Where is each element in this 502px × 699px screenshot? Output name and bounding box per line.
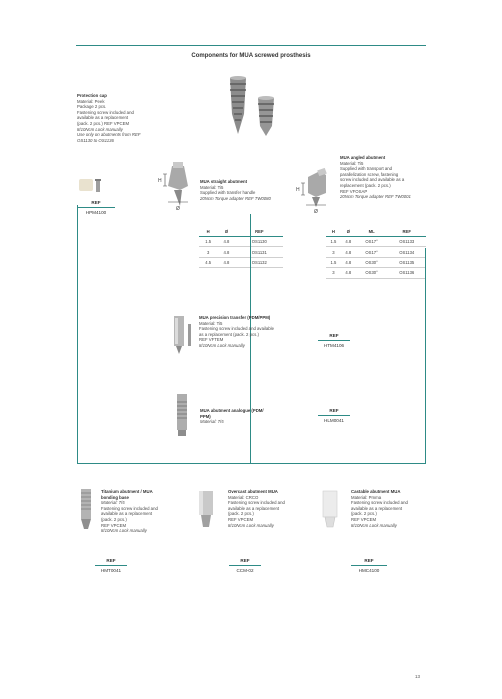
dim-d-label: Ø (176, 206, 180, 212)
connector-bottom-horizontal (77, 463, 426, 464)
table-cell: 3 (199, 247, 217, 257)
description-line: Supplied with transfer handle (200, 190, 256, 196)
table-cell: 4.8 (217, 257, 235, 267)
table-cell: 4.8 (217, 247, 235, 257)
angled-abutment-table (326, 228, 426, 279)
table-cell: 4.8 (217, 237, 235, 247)
straight-abutment-name: MUA straight abutment (200, 179, 248, 184)
table-header: REF (236, 228, 283, 237)
straight-abutment-description (200, 179, 271, 201)
overcast-abutment-description (228, 489, 285, 528)
description-line: available as a replacement (101, 511, 153, 517)
description-line: Material: Pmma (351, 494, 382, 500)
castable-abutment-image (317, 487, 347, 537)
description-line: Material: Ti5 (101, 500, 125, 506)
dim-d-label: Ø (314, 209, 318, 215)
description-line: screw included and available as a (340, 177, 405, 183)
table-cell: 4.8 (341, 268, 356, 278)
ref-value: HTM4106 (323, 343, 345, 348)
description-line: (pack. 2 pcs.) (351, 511, 377, 517)
straight-abutment-table (199, 228, 283, 268)
ref-label: REF (318, 333, 350, 341)
description-line: (pack. 2 pcs.) REF VPCEM (77, 120, 130, 126)
table-cell: 1.5 (199, 237, 217, 247)
ref-value: HMC4100 (358, 568, 380, 573)
table-row (326, 247, 426, 257)
description-line: 8/10Ncm Lock manually (228, 522, 274, 528)
titanium-abutment-ref (95, 558, 127, 573)
description-line: REF VFOSAP (340, 188, 368, 194)
table-cell: OS1130 (236, 237, 283, 247)
description-line: (pack. 2 pcs.) (101, 516, 127, 522)
description-line: Material: Ti5 (340, 160, 364, 166)
dim-h-label: H (158, 178, 162, 184)
titanium-abutment-name: bonding base (101, 494, 129, 500)
description-line: OS1130 to OS1136 (77, 137, 114, 143)
description-line: Fastening screw included and (228, 500, 285, 506)
description-line: Material: Ti5 (200, 184, 224, 190)
description-line: Fastening screw included and (77, 109, 134, 115)
table-header: H (199, 228, 217, 237)
protection-cap-image (77, 176, 107, 196)
titanium-abutment-description (101, 489, 158, 534)
table-cell: 4.8 (341, 247, 356, 257)
table-row (199, 257, 283, 267)
overcast-abutment-ref (229, 558, 261, 573)
description-line: REF VPCEM (101, 522, 127, 528)
table-cell: 4.8 (341, 237, 356, 247)
description-line: 20Ncm Torque adapter REF TW0001 (340, 194, 411, 200)
precision-transfer-ref (318, 333, 350, 348)
protection-cap-name: Protection cap (77, 93, 107, 98)
page-title: Components for MUA screwed prosthesis (191, 53, 311, 59)
dim-h-label: H (296, 187, 300, 193)
castable-abutment-description (351, 489, 408, 528)
description-line: Fastening screw included and (351, 500, 408, 506)
table-cell: 4.5 (199, 257, 217, 267)
connector-left-vertical (77, 205, 78, 463)
precision-transfer-description (199, 315, 274, 349)
table-cell: OS17° (356, 247, 388, 257)
table-cell: 4.8 (341, 257, 356, 267)
table-cell: OS1135 (387, 257, 426, 267)
ref-label: REF (77, 200, 115, 208)
abutment-analogue-name: MUA abutment analogue (PDM/ (200, 408, 264, 413)
table-cell: OS30° (356, 257, 388, 267)
table-cell: 3 (326, 268, 341, 278)
table-cell: OS1133 (387, 237, 426, 247)
description-line: Fastening screw included and (101, 505, 158, 511)
table-cell: 1.5 (326, 237, 341, 247)
description-line: REF VPCEM (351, 516, 377, 522)
description-line: available as a replacement (77, 115, 129, 121)
ref-label: REF (318, 408, 350, 416)
description-line: REF VPCEM (228, 516, 254, 522)
table-cell: OS1132 (236, 257, 283, 267)
description-line: available as a replacement (228, 505, 280, 511)
description-line: 20Ncm Torque adapter REF TW0080 (200, 195, 271, 201)
description-line: 8/10Ncm Lock manually (77, 126, 123, 132)
description-line: Material: CRCO (228, 494, 259, 500)
table-cell: OS1136 (387, 268, 426, 278)
ref-value: HMT0041 (100, 568, 122, 573)
table-row (199, 237, 283, 247)
description-line: Material: Ti5 (200, 419, 224, 425)
description-line: 8/10Ncm Lock manually (351, 522, 397, 528)
overcast-abutment-name: Overcast abutment MUA (228, 489, 278, 494)
abutment-analogue-description (200, 408, 264, 425)
table-header: ML (356, 228, 388, 237)
precision-transfer-name: MUA precision transfer (PDM/PPM) (199, 315, 271, 320)
table-header: H (326, 228, 341, 237)
table-cell: OS1134 (387, 247, 426, 257)
precision-transfer-image (168, 314, 198, 356)
header-rule (76, 45, 426, 46)
ref-label: REF (351, 558, 387, 566)
ref-value: HLM0041 (324, 418, 344, 423)
titanium-abutment-image (77, 485, 99, 535)
overcast-abutment-image (193, 487, 223, 537)
description-line: Material: Ti5 (199, 320, 223, 326)
ref-label: REF (229, 558, 261, 566)
ref-value: HPM4100 (85, 210, 107, 215)
table-row (199, 247, 283, 257)
description-line: as a replacement (pack. 2 pcs.) (199, 331, 259, 337)
angled-abutment-name: MUA angled abutment (340, 155, 386, 160)
description-line: REF VFTEM (199, 337, 224, 343)
protection-cap-ref (77, 200, 115, 215)
implant-image (222, 74, 282, 142)
castable-abutment-name: Castable abutment MUA (351, 489, 401, 494)
angled-abutment-image (296, 165, 336, 215)
description-line: available as a replacement (351, 505, 403, 511)
table-cell: OS1131 (236, 247, 283, 257)
castable-abutment-ref (351, 558, 387, 573)
description-line: (pack. 2 pcs.) (228, 511, 254, 517)
description-line: 8/10Ncm Lock manually (199, 342, 245, 348)
titanium-abutment-name: Titanium abutment / MUA (101, 489, 153, 494)
description-line: Use only on abutments from REF (77, 132, 141, 138)
table-row (326, 237, 426, 247)
page-number: 13 (415, 674, 421, 679)
ref-label: REF (95, 558, 127, 566)
table-header-row (199, 228, 283, 237)
description-line: Fastening screw included and available (199, 326, 275, 332)
abutment-analogue-ref (318, 408, 350, 423)
abutment-analogue-image (168, 392, 198, 440)
description-line: Package 2 pcs. (77, 104, 107, 110)
protection-cap-description (77, 93, 141, 143)
table-header-row (326, 228, 426, 237)
table-row (326, 257, 426, 267)
table-header: Ø (341, 228, 356, 237)
table-cell: 1.5 (326, 257, 341, 267)
connector-right-vertical (425, 248, 426, 463)
table-row (326, 268, 426, 278)
description-line: parallelization screw, fastening (340, 171, 399, 177)
straight-abutment-image (158, 158, 198, 214)
table-header: REF (387, 228, 426, 237)
table-cell: OS30° (356, 268, 388, 278)
abutment-analogue-name: PPM) (200, 413, 211, 419)
ref-value: CCM-02 (236, 568, 254, 573)
table-cell: OS17° (356, 237, 388, 247)
description-line: replacement (pack. 2 pcs.) (340, 182, 391, 188)
description-line: Supplied with transport and (340, 166, 393, 172)
description-line: Material: Peek (77, 98, 105, 104)
description-line: 8/10Ncm Lock manually (101, 528, 147, 534)
table-cell: 3 (326, 247, 341, 257)
angled-abutment-description (340, 155, 411, 200)
table-header: Ø (217, 228, 235, 237)
